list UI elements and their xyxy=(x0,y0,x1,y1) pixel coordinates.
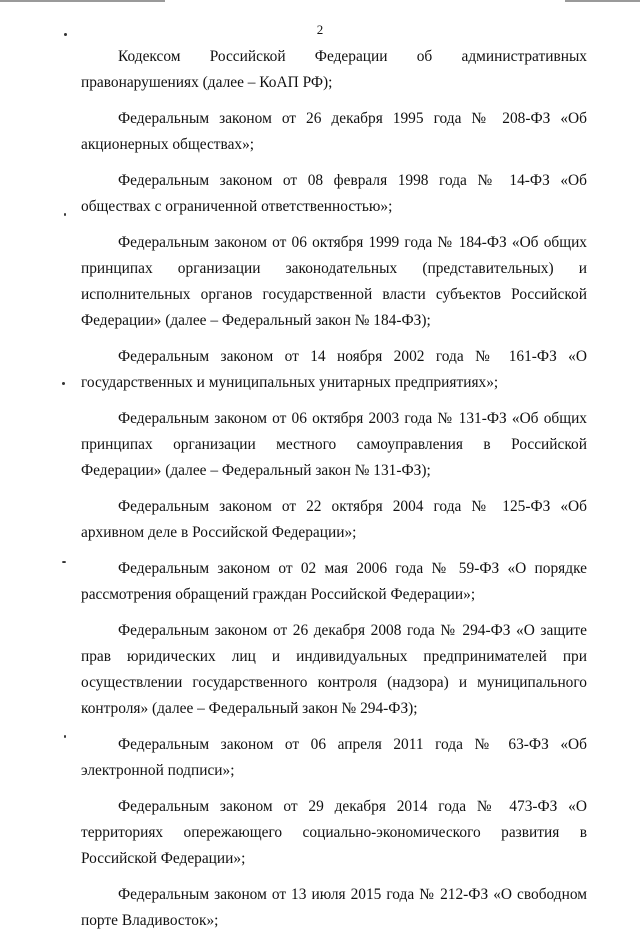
document-paragraph: Федеральным законом от 08 февраля 1998 года № 14-ФЗ «Об обществах с ограниченной ответственностью»; xyxy=(81,172,587,215)
scan-speck xyxy=(64,33,67,36)
document-paragraph: Федеральным законом от 29 декабря 2014 года № 473-ФЗ «О территориях опережающего социально-экономического развития в Российской Федерации»; xyxy=(81,798,587,867)
document-paragraph: Федеральным законом от 06 октября 1999 года № 184-ФЗ «Об общих принципах организации законодательных (представительных) и исполнительных органов государственной власти субъектов Российской Федерации» (далее – Федеральный закон № 184-ФЗ); xyxy=(81,234,587,329)
document-paragraph: Федеральным законом от 06 октября 2003 года № 131-ФЗ «Об общих принципах организации местного самоуправления в Российской Федерации» (далее – Федеральный закон № 131-ФЗ); xyxy=(81,410,587,479)
document-paragraph: Федеральным законом от 02 мая 2006 года № 59-ФЗ «О порядке рассмотрения обращений граждан Российской Федерации»; xyxy=(81,560,587,603)
page-number: 2 xyxy=(316,22,324,37)
document-body xyxy=(81,44,587,934)
scan-edge-left xyxy=(0,0,165,2)
document-paragraph: Федеральным законом от 14 ноября 2002 года № 161-ФЗ «О государственных и муниципальных унитарных предприятиях»; xyxy=(81,348,587,391)
scan-edge-right xyxy=(565,0,640,2)
scan-speck xyxy=(64,213,66,216)
scan-speck xyxy=(64,735,66,738)
document-paragraph: Федеральным законом от 26 декабря 1995 года № 208-ФЗ «Об акционерных обществах»; xyxy=(81,110,587,153)
scan-speck xyxy=(62,382,65,385)
document-paragraph: Федеральным законом от 06 апреля 2011 года № 63-ФЗ «Об электронной подписи»; xyxy=(81,736,587,779)
document-paragraph: Кодексом Российской Федерации об административных правонарушениях (далее – КоАП РФ); xyxy=(81,48,587,91)
scan-speck xyxy=(62,561,66,563)
document-paragraph: Федеральным законом от 13 июля 2015 года № 212-ФЗ «О свободном порте Владивосток»; xyxy=(81,886,587,929)
document-paragraph: Федеральным законом от 26 декабря 2008 года № 294-ФЗ «О защите прав юридических лиц и индивидуальных предпринимателей при осуществлении государственного контроля (надзора) и муниципального контроля» (далее – Федеральный закон № 294-ФЗ); xyxy=(81,622,587,717)
document-paragraph: Федеральным законом от 22 октября 2004 года № 125-ФЗ «Об архивном деле в Российской Федерации»; xyxy=(81,498,587,541)
